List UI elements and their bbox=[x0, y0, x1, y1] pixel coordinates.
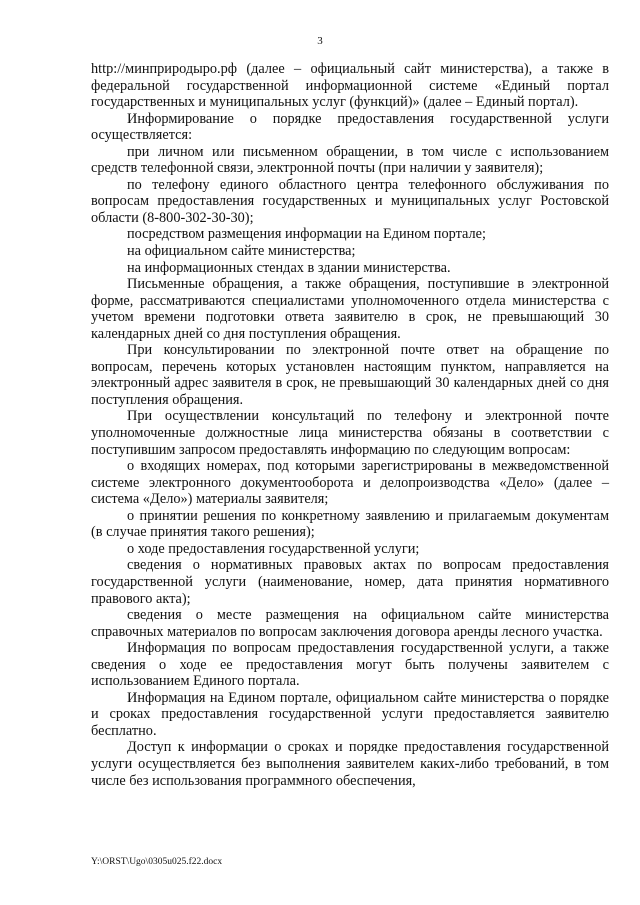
paragraph: сведения о месте размещения на официальном сайте министерства справочных материалов по вопросам заключения договора аренды лесного участка. bbox=[91, 607, 609, 640]
paragraph: Письменные обращения, а также обращения, поступившие в электронной форме, рассматриваются специалистами уполномоченного отдела министерства с учетом времени подготовки ответа заявителю в срок, не превышающий 30 календарных дней со дня поступления обращения. bbox=[91, 276, 609, 342]
paragraph: на информационных стендах в здании министерства. bbox=[127, 259, 451, 276]
document-body bbox=[91, 61, 609, 789]
paragraph: При консультировании по электронной почте ответ на обращение по вопросам, перечень которых установлен настоящим пунктом, направляется на электронный адрес заявителя в срок, не превышающий 30 календарных дней со дня поступления обращения. bbox=[91, 342, 609, 408]
paragraph: о ходе предоставления государственной услуги; bbox=[127, 540, 420, 557]
paragraph: Информация по вопросам предоставления государственной услуги, а также сведения о ходе ее предоставления могут быть получены заявителем с использованием Единого портала. bbox=[91, 640, 609, 690]
paragraph: При осуществлении консультаций по телефону и электронной почте уполномоченные должностные лица министерства обязаны в соответствии с поступившим запросом предоставлять информацию по следующим вопросам: bbox=[91, 408, 609, 458]
page-number: 3 bbox=[317, 35, 323, 47]
paragraph: по телефону единого областного центра телефонного обслуживания по вопросам предоставления государственных и муниципальных услуг Ростовской области (8-800-302-30-30); bbox=[91, 176, 609, 226]
paragraph: Доступ к информации о сроках и порядке предоставления государственной услуги осуществляется без выполнения заявителем каких-либо требований, в том числе без использования программного обеспечения, bbox=[91, 739, 609, 789]
paragraph: о принятии решения по конкретному заявлению и прилагаемым документам (в случае принятия такого решения); bbox=[91, 507, 609, 541]
paragraph: при личном или письменном обращении, в том числе с использованием средств телефонной связи, электронной почты (при наличии у заявителя); bbox=[91, 143, 609, 177]
paragraph: Информирование о порядке предоставления государственной услуги осуществляется: bbox=[91, 110, 609, 144]
footer-file-path: Y:\ORST\Ugo\0305u025.f22.docx bbox=[91, 857, 223, 867]
paragraph: о входящих номерах, под которыми зарегистрированы в межведомственной системе электронного документооборота и делопроизводства «Дело» (далее – система «Дело») материалы заявителя; bbox=[91, 458, 609, 508]
paragraph: http://минприродыро.рф (далее – официальный сайт министерства), а также в федеральной государственной информационной системе «Единый портал государственных и муниципальных услуг (функций)» (далее – Единый портал). bbox=[91, 61, 609, 111]
paragraph: Информация на Едином портале, официальном сайте министерства о порядке и сроках предоставления государственной услуги предоставляется заявителю бесплатно. bbox=[91, 689, 609, 739]
paragraph: на официальном сайте министерства; bbox=[127, 243, 356, 260]
paragraph: сведения о нормативных правовых актах по вопросам предоставления государственной услуги (наименование, номер, дата принятия нормативного правового акта); bbox=[91, 557, 609, 607]
paragraph: посредством размещения информации на Едином портале; bbox=[127, 226, 486, 243]
